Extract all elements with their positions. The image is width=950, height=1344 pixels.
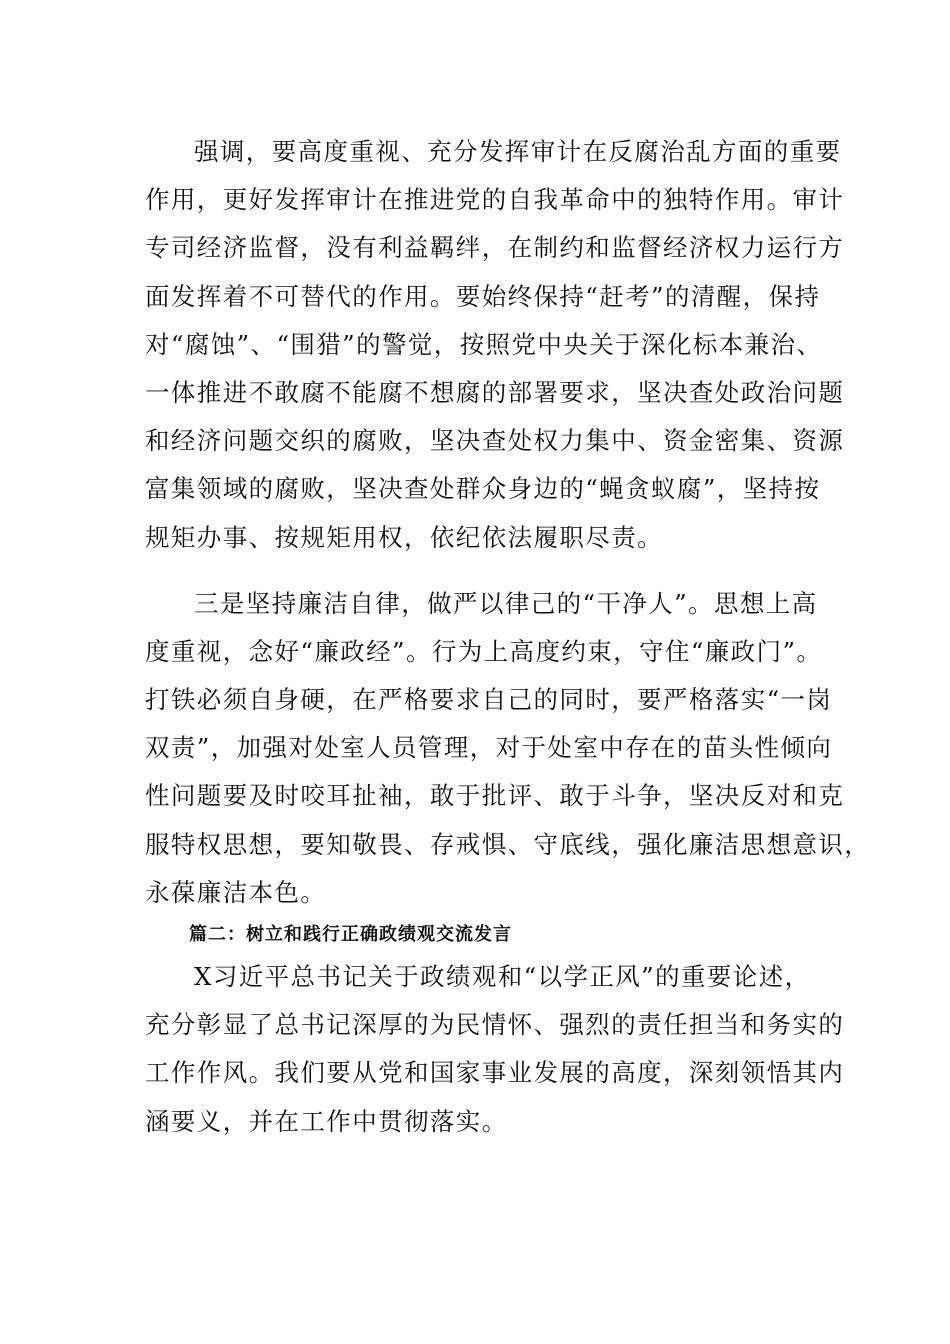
text-line: 专司经济监督，没有利益羁绊，在制约和监督经济权力运行方	[145, 233, 845, 263]
text-line: 对“腐蚀”、“围猎”的警觉，按照党中央关于深化标本兼治、	[145, 329, 823, 359]
text-line: 永葆廉洁本色。	[145, 877, 327, 907]
text-line: 强调，要高度重视、充分发挥审计在反腐治乱方面的重要	[194, 137, 842, 166]
text-line: 规矩办事、按规矩用权，依纪依法履职尽责。	[145, 522, 663, 552]
text-line: 双责”，加强对处室人员管理，对于处室中存在的苗头性倾向	[145, 733, 833, 763]
text-line: 三是坚持廉洁自律，做严以律己的“干净人”。思想上高	[194, 588, 818, 618]
text-line: 面发挥着不可替代的作用。要始终保持“赶考”的清醒，保持	[145, 281, 821, 311]
text-line: 和经济问题交织的腐败，坚决查处权力集中、资金密集、资源	[145, 426, 845, 456]
text-line: 度重视，念好“廉政经”。行为上高度约束，守住“廉政门”。	[145, 636, 823, 666]
text-line: 工作作风。我们要从党和国家事业发展的高度，深刻领悟其内	[145, 1058, 845, 1088]
text-line: 性问题要及时咬耳扯袖，敢于批评、敢于斗争，坚决反对和克	[145, 781, 845, 811]
paragraph-gap	[145, 562, 807, 580]
text-line: X习近平总书记关于政绩观和“以学正风”的重要论述，	[194, 962, 811, 991]
paragraph-performance-view	[145, 953, 845, 1146]
text-line: 充分彰显了总书记深厚的为民情怀、强烈的责任担当和务实的	[145, 1010, 845, 1040]
text-line: 服特权思想，要知敬畏、存戒惧、守底线，强化廉洁思想意识，	[145, 829, 871, 859]
text-line: 作用，更好发挥审计在推进党的自我革命中的独特作用。审计	[145, 185, 845, 215]
text-line: 富集领域的腐败，坚决查处群众身边的“蝇贪蚁腐”，坚持按	[145, 474, 821, 504]
section-heading: 篇二：树立和践行正确政绩观交流发言	[189, 924, 512, 945]
text-line: 一体推进不敢腐不能腐不想腐的部署要求，坚决查处政治问题	[145, 377, 845, 407]
paragraph-integrity	[145, 580, 871, 917]
text-line: 打铁必须自身硬，在严格要求自己的同时，要严格落实“一岗	[145, 685, 833, 715]
paragraph-audit-role	[145, 128, 845, 562]
text-line: 涵要义，并在工作中贯彻落实。	[145, 1106, 508, 1136]
document-body	[145, 128, 871, 1146]
